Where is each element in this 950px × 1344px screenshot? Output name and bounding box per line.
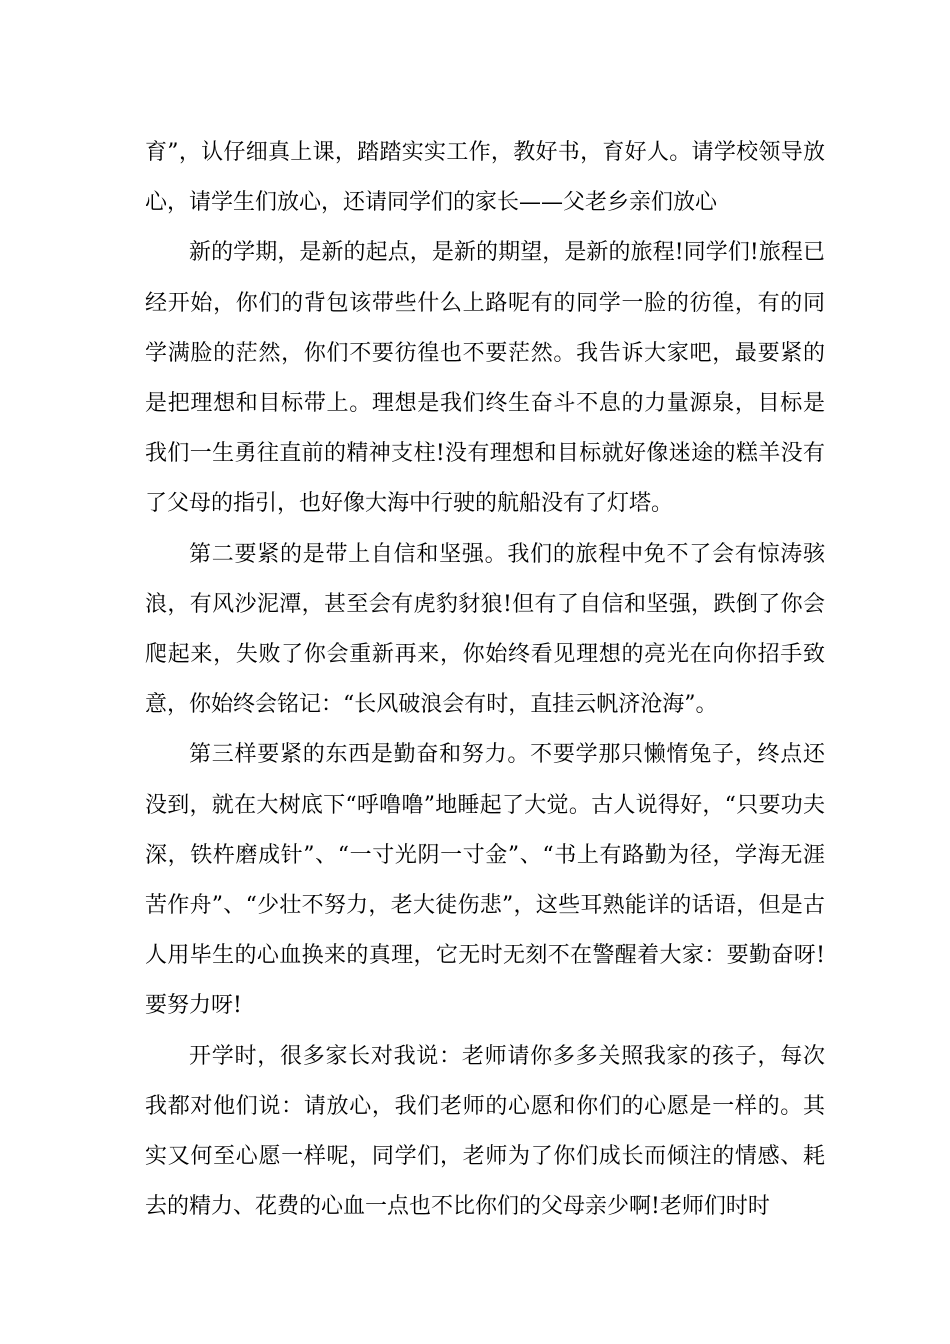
paragraph-4: 第三样要紧的东西是勤奋和努力。不要学那只懒惰兔子，终点还没到，就在大树底下“呼噜噜”地睡起了大觉。古人说得好，“只要功夫深，铁杵磨成针”、“一寸光阴一寸金”、“书上有路勤为径，学海无涯苦作舟”、“少壮不努力，老大徒伤悲”，这些耳熟能详的话语，但是古人用毕生的心血换来的真理，它无时无刻不在警醒着大家：要勤奋呀!要努力呀! xyxy=(145,742,825,1019)
paragraph-1: 育”，认仔细真上课，踏踏实实工作，教好书，育好人。请学校领导放心，请学生们放心，还请同学们的家长——父老乡亲们放心 xyxy=(145,140,825,216)
document-body xyxy=(145,128,825,1232)
paragraph-3: 第二要紧的是带上自信和坚强。我们的旅程中免不了会有惊涛骇浪，有风沙泥潭，甚至会有虎豹豺狼!但有了自信和坚强，跌倒了你会爬起来，失败了你会重新再来，你始终看见理想的亮光在向你招手致意，你始终会铭记：“长风破浪会有时，直挂云帆济沧海”。 xyxy=(145,541,825,718)
paragraph-5: 开学时，很多家长对我说：老师请你多多关照我家的孩子，每次我都对他们说：请放心，我们老师的心愿和你们的心愿是一样的。其实又何至心愿一样呢，同学们，老师为了你们成长而倾注的情感、耗去的精力、花费的心血一点也不比你们的父母亲少啊!老师们时时 xyxy=(145,1043,825,1220)
paragraph-2: 新的学期，是新的起点，是新的期望，是新的旅程!同学们!旅程已经开始，你们的背包该带些什么上路呢有的同学一脸的彷徨，有的同学满脸的茫然，你们不要彷徨也不要茫然。我告诉大家吧，最要紧的是把理想和目标带上。理想是我们终生奋斗不息的力量源泉，目标是我们一生勇往直前的精神支柱!没有理想和目标就好像迷途的糕羊没有了父母的指引，也好像大海中行驶的航船没有了灯塔。 xyxy=(145,240,825,517)
